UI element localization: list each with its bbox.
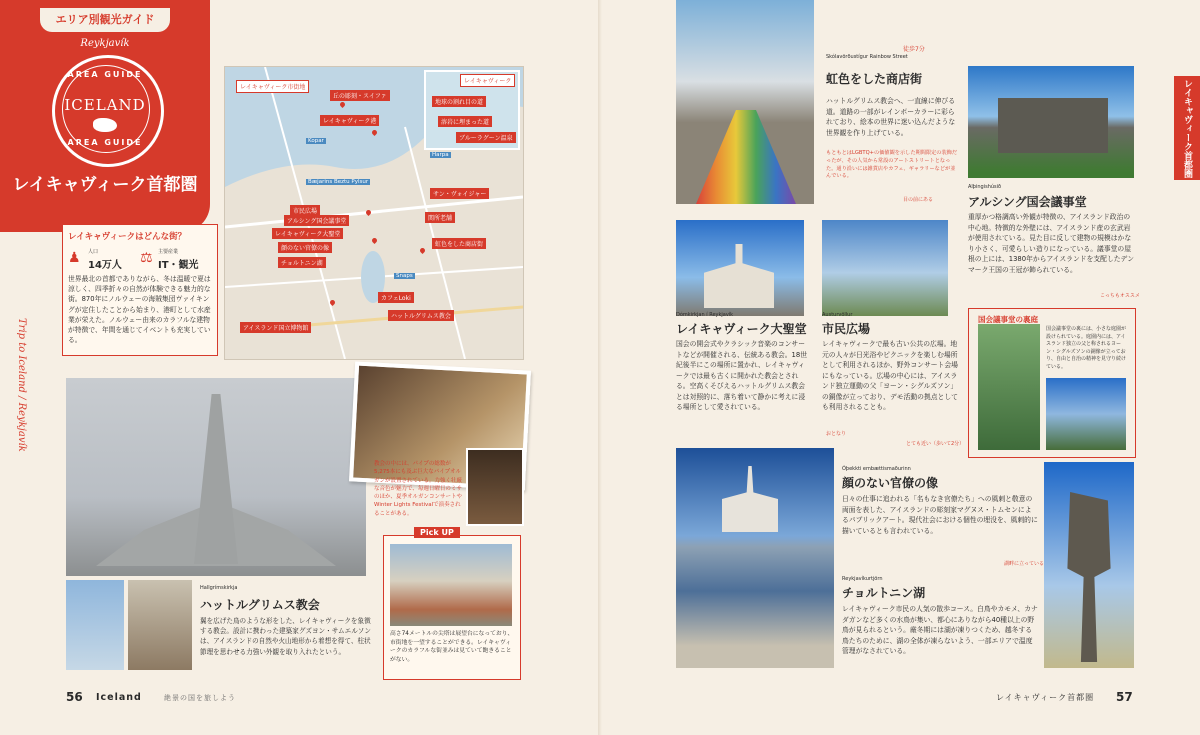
page-title: レイキャヴィーク首都圏: [12, 175, 198, 195]
section-body: レイキャヴィーク市民の人気の散歩コース。白鳥やカモメ、カナダガンなど多くの水鳥が集い、都心にありながら40種以上の野鳥が見られるという。厳冬期には湖が凍りつくため、越冬する鳥たちのために、湖の全体が凍らないよう、一部エリアで温度管理がなされている。: [842, 605, 1038, 656]
organ-caption: 教会の中には、パイプの総数が5,275本にも及ぶ巨大なパイプオルガンが設置されている。力強く壮厳な音色が魅力で、毎週日曜日のミサのほか、夏季オルガンコンサートやWinter Lights Festivalで演奏されることがある。: [374, 461, 463, 517]
badge-bottom-text: AREA GUIDE: [67, 138, 143, 147]
map-title-label: レイキャヴィーク市街地: [236, 80, 309, 93]
map-place: Snaps: [396, 273, 413, 279]
pickup-body: 高さ74メートルの尖塔は展望台になっており、市街地を一望することができる。レイキャヴィークのカラフルな街並みは見ていて飽きることがない。: [390, 631, 514, 664]
section-body: レイキャヴィークで最も古い公共の広場。地元の人々が日光浴やピクニックを楽しむ場所として利用されるほか、野外コンサート会場にもなっている。広場の中心には、アイスランド独立運動の父「ヨーン・シグルズソン」の銅像が立っており、デモ活動の拠点としても利用されることも。: [822, 340, 958, 412]
recommend-note: こっちもオススメ: [1100, 293, 1140, 299]
map-label[interactable]: チョルトニン湖: [278, 257, 326, 268]
section-title: 虹色をした商店街: [826, 72, 923, 86]
page-number-left: 56: [66, 690, 83, 704]
iceland-map-icon: [93, 118, 117, 132]
rainbow-street-photo: [676, 0, 814, 204]
faceless-statue-photo: [1044, 462, 1134, 668]
inset-label[interactable]: 地球の割れ目の道: [432, 96, 486, 107]
section-body: 国会の開会式やクラシック音楽のコンサートなどが開催される、伝統ある教会。18世紀後半にこの場所に置かれ、レイキャヴィークでは最も古くに開かれた教会とされる。空高くそびえるハットルグリムス教会とは対照的に、落ち着いて静かに考えに浸る場所として愛されている。: [676, 340, 807, 412]
map-label[interactable]: 虹色をした商店街: [432, 238, 486, 249]
footer-section-title: レイキャヴィーク首都圏: [996, 693, 1095, 702]
map-label[interactable]: カフェLoki: [378, 292, 414, 303]
backyard-garden-photo: [1046, 378, 1126, 450]
hallgrimskirkja-photo: [66, 378, 366, 576]
section-subtitle: Reykjavíkurtjörn: [842, 576, 883, 582]
walk-note: おとなり: [826, 431, 847, 437]
industry-label: 主要産業: [158, 249, 179, 255]
section-subtitle: Alþingishúsið: [968, 184, 1002, 190]
section-title: チョルトニン湖: [842, 586, 926, 600]
pickup-tag: Pick UP: [414, 527, 460, 538]
map-label[interactable]: 関所老舗: [425, 212, 455, 223]
parliament-photo: [968, 66, 1134, 178]
walk-note: 目の前にある: [903, 197, 934, 203]
backyard-statue-photo: [978, 324, 1040, 450]
footer-country: Iceland: [96, 692, 142, 703]
badge-top-text: AREA GUIDE: [67, 70, 143, 79]
industry-value: IT・観光: [158, 260, 199, 271]
section-subtitle: Austurvöllur: [822, 312, 853, 318]
section-title: ハットルグリムス教会: [200, 598, 320, 612]
map-place: Bæjarins Beztu Pylsur: [308, 179, 369, 185]
side-vertical-text: Trip to Iceland / Reykjavík: [16, 318, 27, 452]
map-label[interactable]: アルシング国会議事堂: [284, 215, 349, 226]
inset-label[interactable]: ブルーラグーン温泉: [456, 132, 516, 143]
population-label: 人口: [88, 249, 99, 255]
backyard-title: 国会議事堂の裏庭: [978, 315, 1038, 324]
map-label[interactable]: レイキャヴィーク港: [320, 115, 379, 126]
backyard-body: 国会議事堂の裏には、小さな庭園が設けられている。庭園内には、アイスランド独立の父と称されるヨーン・シグルズソンの銅像が立っており、自由と自治の精神を見守り続けている。: [1046, 326, 1127, 370]
header-subtitle: Reykjavík: [80, 38, 130, 49]
section-title: レイキャヴィーク大聖堂: [676, 322, 807, 336]
map-label[interactable]: アイスランド国立博物館: [240, 322, 311, 333]
map-label[interactable]: レイキャヴィーク大聖堂: [272, 228, 343, 239]
section-note: もともとはLGBTQ+の価値観を示した期間限定の装飾だったが、その人気から常設のアートストリートとなった。通り沿いには雑貨店やカフェ、ギャラリーなどが並んでいる。: [826, 150, 958, 180]
square-photo: [822, 220, 948, 316]
section-subtitle: Skólavörðustígur Rainbow Street: [826, 54, 908, 60]
page-number-right: 57: [1116, 690, 1133, 704]
section-subtitle: Óþekkti embættismaðurinn: [842, 466, 911, 472]
badge-country: ICELAND: [64, 96, 146, 114]
walk-note: 湖畔に立っている: [1004, 561, 1045, 567]
church-statue-photo: [66, 580, 124, 670]
walk-note: とても近い（歩いて2分）: [906, 441, 965, 447]
map-label[interactable]: 丘の彫刻・スイファ: [330, 90, 390, 101]
section-title: 顔のない官僚の像: [842, 476, 939, 490]
map-label[interactable]: 市民広場: [290, 205, 320, 216]
cathedral-photo: [676, 220, 804, 316]
section-body: 重厚かつ格調高い外観が特徴の、アイスランド政治の中心地。特徴的な外壁には、アイスランド産の玄武岩が使用されている。見た目に反して建物の規模はかなり小さく、可愛らしい造りになっている。議事堂の屋根の上には、1380年からアイスランドを支配したデンマーク王国の王冠が飾られている。: [968, 213, 1135, 274]
inset-label[interactable]: 溶岩に埋まった道: [438, 116, 492, 127]
page-gutter: [598, 0, 602, 735]
factory-icon: ⚖: [140, 250, 153, 266]
lake-photo: [676, 448, 834, 668]
info-title: レイキャヴィークはどんな街？: [68, 232, 187, 242]
inset-title-label: レイキャヴィーク: [460, 74, 515, 87]
section-body: 翼を広げた鳥のような形をした、レイキャヴィークを象徴する教会。設計に携わった建築家グズヨン・サムエルソンは、アイスランドの自然や火山地形から着想を得て、柱状節理を思わせる力強い外観を取り入れたという。: [200, 617, 371, 656]
guide-tab: エリア別観光ガイド: [40, 8, 170, 32]
section-subtitle: Hallgrímskirkja: [200, 585, 238, 591]
section-subtitle: Dómkirkjan í Reykjavík: [676, 312, 734, 318]
church-interior-photo: [128, 580, 192, 670]
section-body: ハットルグリムス教会へ、一直線に伸びる道。道路の一部がレインボーカラーに彩られており、絵本の世界に迷い込んだような世界観を作り上げている。: [826, 97, 956, 137]
organ-pipes-photo: [466, 448, 524, 526]
map-label[interactable]: サン・ヴォイジャー: [430, 188, 489, 199]
section-tab: レイキャヴィーク首都圏: [1174, 76, 1200, 180]
section-title: アルシング国会議事堂: [968, 195, 1087, 209]
map-label[interactable]: ハットルグリムス教会: [388, 310, 454, 321]
map-label[interactable]: 顔のない官僚の像: [278, 242, 332, 253]
walk-note: 徒歩7分: [903, 46, 925, 53]
section-title: 市民広場: [822, 322, 871, 336]
map-place: Kopar: [308, 138, 324, 144]
section-body: 日々の仕事に追われる「名もなき官僚たち」への風刺と敬意の両面を表した、アイスランドの彫刻家マグヌス・トムセンによるパブリックアート。現代社会における個性の埋没を、風刺的に描いているとも言われている。: [842, 495, 1038, 535]
population-value: 14万人: [88, 260, 122, 271]
info-body: 世界最北の首都でありながら、冬は温暖で夏は涼しく、四季折々の自然が体験できる魅力的な街。870年にノルウェーの海賊集団ヴァイキングが定住したことから始まり、港町として水産業が栄えた。ノルウェー由来のカラフルな建物が特徴で、年間を通じてイベントも充実している。: [68, 275, 211, 345]
aerial-view-photo: [390, 544, 512, 626]
people-icon: ♟: [68, 250, 81, 266]
footer-tagline: 絶景の国を旅しよう: [164, 694, 236, 702]
map-place: Harpa: [432, 152, 449, 158]
